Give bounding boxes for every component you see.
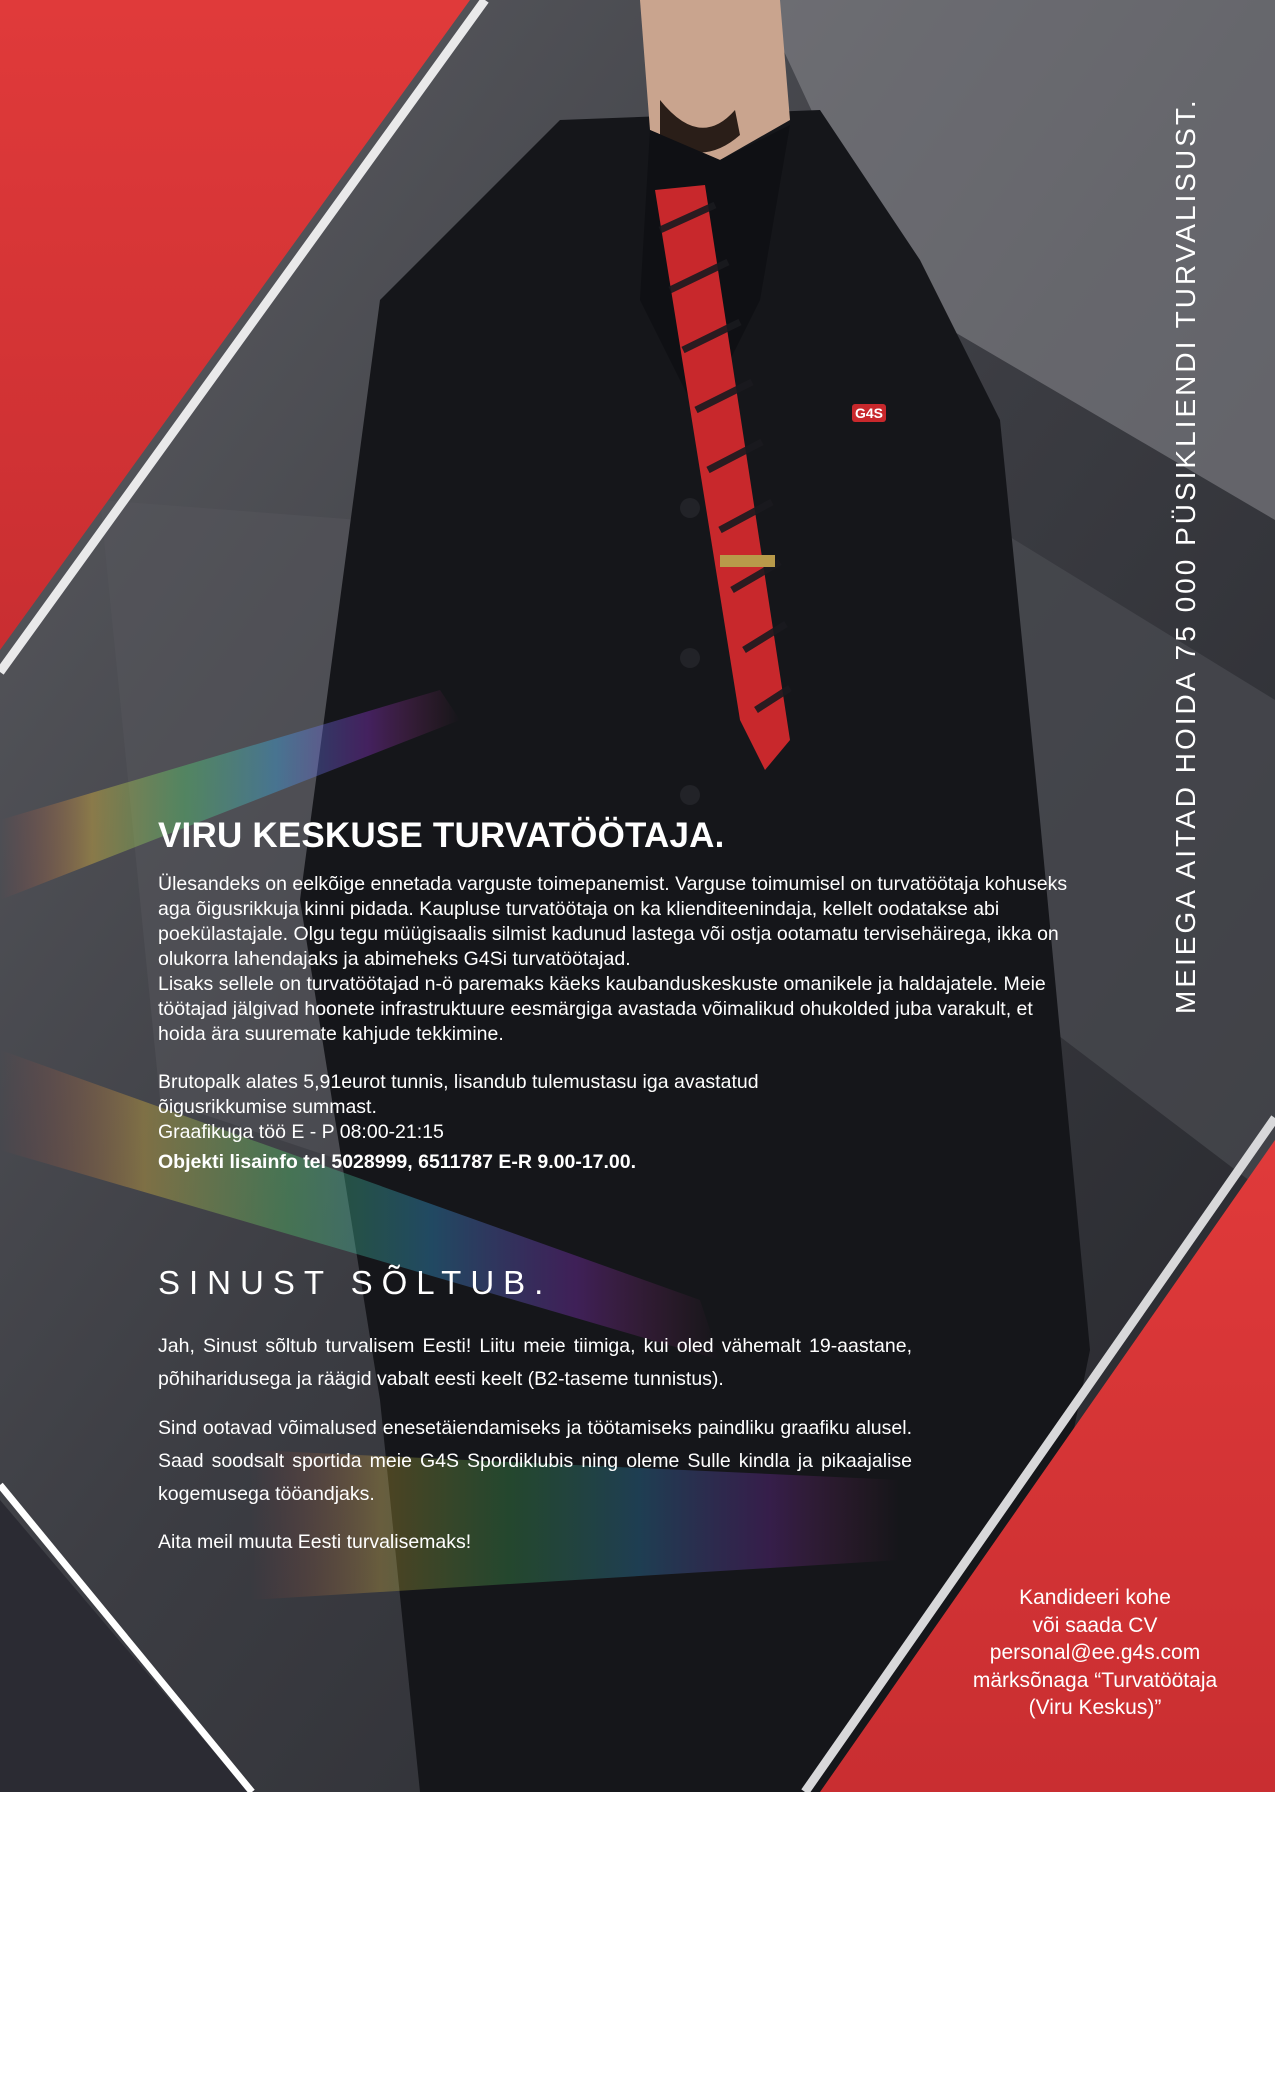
section-heading: SINUST SÕLTUB.	[158, 1264, 553, 1301]
benefits-paragraph: Sind ootavad võimalused enesetäiendamiseks ja töötamiseks paindliku graafiku alusel. Saad soodsalt sportida meie G4S Spordiklubis ning oleme Sulle kindla ja pikaajalise kogemusega tööandjaks.	[158, 1417, 912, 1505]
apply-box	[945, 1584, 1245, 1722]
vertical-slogan: MEIEGA AITAD HOIDA 75 000 PÜSIKLIENDI TURVALISUST.	[1170, 97, 1201, 1014]
apply-line: (Viru Keskus)”	[1028, 1696, 1162, 1719]
salary-text: Brutopalk alates 5,91eurot tunnis, lisandub tulemustasu iga avastatud õigusrikkumise summast.	[158, 1071, 759, 1118]
description-paragraph: Ülesandeks on eelkõige ennetada varguste toimepanemist. Varguse toimumisel on turvatöötaja kohuseks aga õigusrikkuja kinni pidada. Kaupluse turvatöötaja on ka klienditeenindaja, kellelt oodatakse abi poekülastajale. Olgu tegu müügisaalis silmist kadunud lastega või ostja ootamatu tervisehäirega, ikka on olukorra lahendajaks ja abimeheks G4Si turvatöötajad.	[158, 873, 1068, 970]
apply-line: märksõnaga “Turvatöötaja	[972, 1668, 1218, 1692]
apply-line: Kandideeri kohe	[1019, 1586, 1171, 1609]
g4s-badge: G4S	[852, 404, 886, 422]
description-paragraph: Lisaks sellele on turvatöötajad n-ö paremaks käeks kaubanduskeskuste omanikele ja haldajatele. Meie töötajad jälgivad hoonete infrastruktuure eesmärgiga avastada võimalikud ohukolded juba varakult, et hoida ära suuremate kahjude tekkimine.	[158, 973, 1046, 1045]
email-link[interactable]: personal@ee.g4s.com	[989, 1641, 1201, 1664]
call-to-action-paragraph: Aita meil muuta Eesti turvalisemaks!	[158, 1531, 472, 1553]
schedule-text: Graafikuga töö E - P 08:00-21:15	[158, 1121, 444, 1143]
job-description	[158, 872, 1078, 1047]
page-title: VIRU KESKUSE TURVATÖÖTAJA.	[158, 816, 725, 855]
apply-line: või saada CV	[1032, 1613, 1158, 1637]
salary-info	[158, 1070, 778, 1145]
contact-info: Objekti lisainfo tel 5028999, 6511787 E-R 9.00-17.00.	[158, 1151, 637, 1173]
requirements-paragraph: Jah, Sinust sõltub turvalisem Eesti! Liitu meie tiimiga, kui oled vähemalt 19-aastane, põhiharidusega ja räägid vabalt eesti keelt (B2-taseme tunnistus).	[158, 1335, 912, 1390]
